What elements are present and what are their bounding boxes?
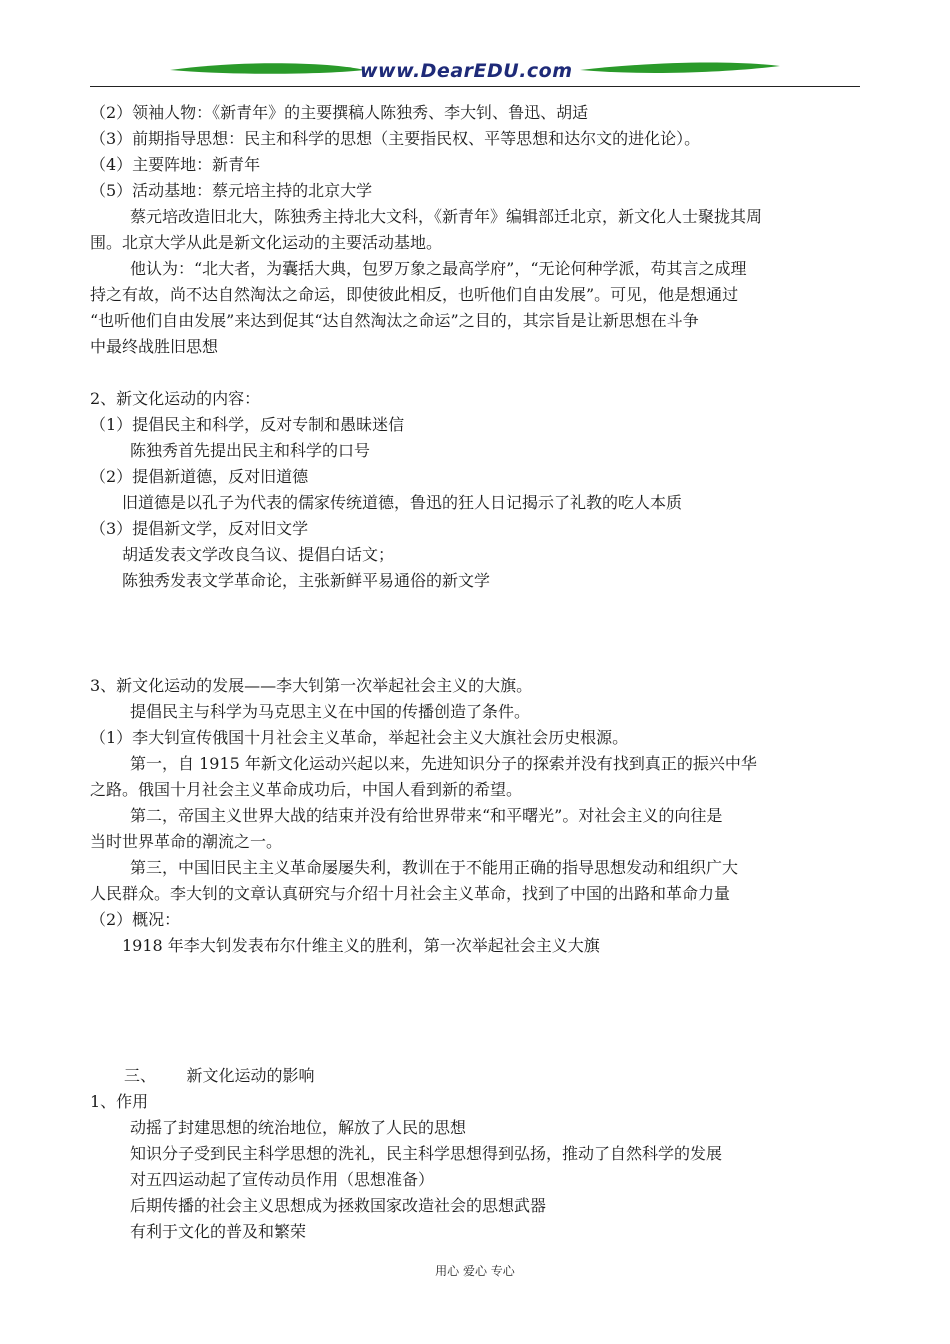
section-heading: 2、新文化运动的内容： <box>90 389 261 408</box>
text-line: 胡适发表文学改良刍议、提倡白话文； <box>122 545 395 564</box>
text-line: （2）提倡新道德，反对旧道德 <box>90 467 309 486</box>
text-line: 1918 年李大钊发表布尔什维主义的胜利，第一次举起社会主义大旗 <box>122 936 600 955</box>
page-header <box>90 56 860 90</box>
text-line: 对五四运动起了宣传动员作用（思想准备） <box>130 1170 435 1189</box>
text-line: （1）李大钊宣传俄国十月社会主义革命，举起社会主义大旗社会历史根源。 <box>90 728 629 747</box>
section-heading: 三、 新文化运动的影响 <box>124 1066 315 1085</box>
text-line: 知识分子受到民主科学思想的洗礼，民主科学思想得到弘扬，推动了自然科学的发展 <box>130 1144 723 1163</box>
text-line: “也听他们自由发展”来达到促其“达自然淘汰之命运”之目的，其宗旨是让新思想在斗争 <box>90 311 699 330</box>
text-line: 持之有故，尚不达自然淘汰之命运，即使彼此相反，也听他们自由发展”。可见，他是想通过 <box>90 285 739 304</box>
text-line: 陈独秀发表文学革命论，主张新鲜平易通俗的新文学 <box>122 571 491 590</box>
text-line: （2）概况： <box>90 910 181 929</box>
text-line: （3）前期指导思想：民主和科学的思想（主要指民权、平等思想和达尔文的进化论）。 <box>90 129 701 148</box>
right-swoosh-icon <box>580 63 780 73</box>
left-swoosh-icon <box>170 63 365 74</box>
text-line: 第二，帝国主义世界大战的结束并没有给世界带来“和平曙光”。对社会主义的向往是 <box>130 806 723 825</box>
text-line: 中最终战胜旧思想 <box>90 337 219 356</box>
text-line: 提倡民主与科学为马克思主义在中国的传播创造了条件。 <box>130 702 531 721</box>
text-line: 有利于文化的普及和繁荣 <box>130 1222 307 1241</box>
site-logo-text[interactable]: www.DearEDU.com <box>360 60 573 82</box>
text-line: 第一，自 1915 年新文化运动兴起以来，先进知识分子的探索并没有找到真正的振兴中华 <box>130 754 757 773</box>
text-line: 当时世界革命的潮流之一。 <box>90 832 283 851</box>
text-line: 蔡元培改造旧北大，陈独秀主持北大文科，《新青年》编辑部迁北京，新文化人士聚拢其周 <box>130 207 763 226</box>
text-line: 旧道德是以孔子为代表的儒家传统道德，鲁迅的狂人日记揭示了礼教的吃人本质 <box>122 493 683 512</box>
section-heading: 3、新文化运动的发展——李大钊第一次举起社会主义的大旗。 <box>90 676 533 695</box>
text-line: （2）领袖人物：《新青年》的主要撰稿人陈独秀、李大钊、鲁迅、胡适 <box>90 103 589 122</box>
page-footer: 用心 爱心 专心 <box>435 1264 515 1278</box>
section-heading: 1、作用 <box>90 1092 149 1111</box>
text-line: （3）提倡新文学，反对旧文学 <box>90 519 309 538</box>
text-line: 他认为：“北大者，为囊括大典，包罗万象之最高学府”，“无论何种学派，苟其言之成理 <box>130 259 747 278</box>
header-divider <box>90 86 860 87</box>
text-line: 围。北京大学从此是新文化运动的主要活动基地。 <box>90 233 443 252</box>
text-line: （4）主要阵地：新青年 <box>90 155 261 174</box>
text-line: 之路。俄国十月社会主义革命成功后，中国人看到新的希望。 <box>90 780 523 799</box>
text-line: （1）提倡民主和科学，反对专制和愚昧迷信 <box>90 415 405 434</box>
text-line: 陈独秀首先提出民主和科学的口号 <box>130 441 371 460</box>
text-line: （5）活动基地：蔡元培主持的北京大学 <box>90 181 373 200</box>
text-line: 动摇了封建思想的统治地位，解放了人民的思想 <box>130 1118 467 1137</box>
text-line: 人民群众。李大钊的文章认真研究与介绍十月社会主义革命，找到了中国的出路和革命力量 <box>90 884 731 903</box>
text-line: 后期传播的社会主义思想成为拯救国家改造社会的思想武器 <box>130 1196 547 1215</box>
text-line: 第三，中国旧民主主义革命屡屡失利，教训在于不能用正确的指导思想发动和组织广大 <box>130 858 739 877</box>
